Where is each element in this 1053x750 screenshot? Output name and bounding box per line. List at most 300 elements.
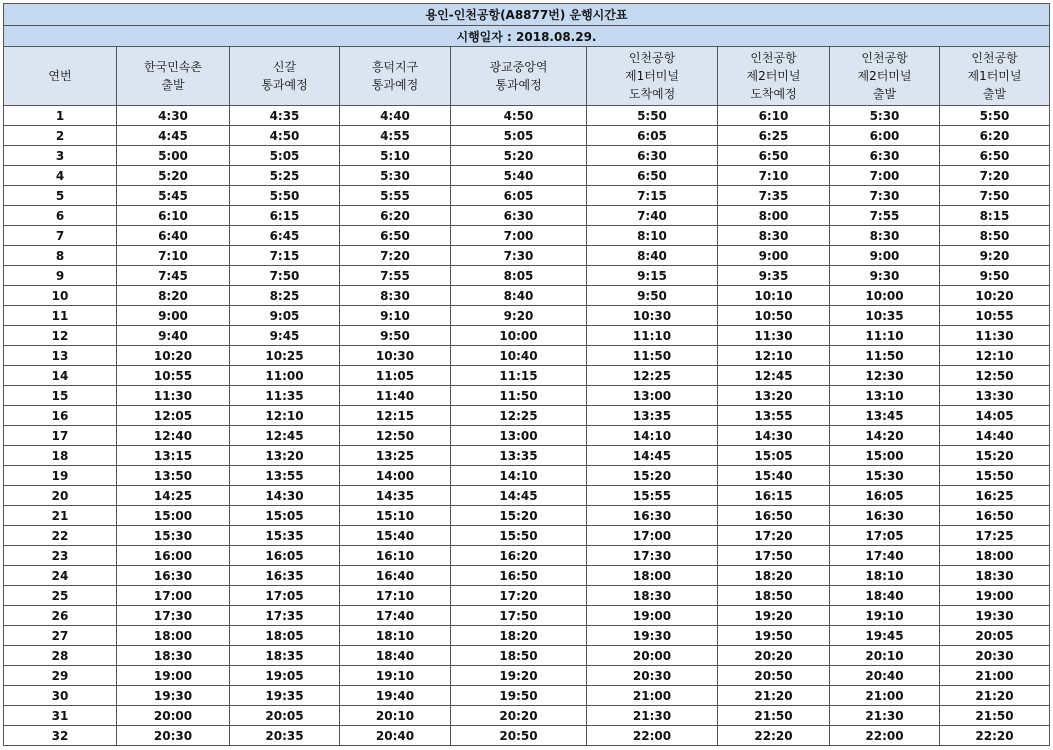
effective-date[interactable]: 시행일자 : 2018.08.29. [4, 26, 1050, 47]
time-cell[interactable]: 10:10 [718, 286, 830, 306]
time-cell[interactable]: 20:35 [230, 726, 340, 746]
time-cell[interactable]: 13:35 [587, 406, 718, 426]
time-cell[interactable]: 14:40 [940, 426, 1050, 446]
row-number-cell[interactable]: 5 [4, 186, 117, 206]
time-cell[interactable]: 4:45 [117, 126, 230, 146]
time-cell[interactable]: 17:40 [340, 606, 451, 626]
time-cell[interactable]: 4:50 [230, 126, 340, 146]
time-cell[interactable]: 7:20 [940, 166, 1050, 186]
time-cell[interactable]: 19:50 [451, 686, 587, 706]
row-number-cell[interactable]: 32 [4, 726, 117, 746]
row-number-cell[interactable]: 4 [4, 166, 117, 186]
time-cell[interactable]: 19:30 [587, 626, 718, 646]
time-cell[interactable]: 14:45 [587, 446, 718, 466]
time-cell[interactable]: 17:20 [451, 586, 587, 606]
time-cell[interactable]: 16:00 [117, 546, 230, 566]
time-cell[interactable]: 6:30 [451, 206, 587, 226]
time-cell[interactable]: 19:00 [587, 606, 718, 626]
time-cell[interactable]: 16:05 [830, 486, 940, 506]
time-cell[interactable]: 19:20 [451, 666, 587, 686]
time-cell[interactable]: 6:10 [718, 106, 830, 126]
time-cell[interactable]: 10:50 [718, 306, 830, 326]
time-cell[interactable]: 20:05 [940, 626, 1050, 646]
time-cell[interactable]: 9:20 [940, 246, 1050, 266]
time-cell[interactable]: 5:45 [117, 186, 230, 206]
time-cell[interactable]: 5:50 [940, 106, 1050, 126]
time-cell[interactable]: 18:30 [940, 566, 1050, 586]
time-cell[interactable]: 16:35 [230, 566, 340, 586]
row-number-cell[interactable]: 23 [4, 546, 117, 566]
header-seq[interactable] [4, 47, 117, 106]
time-cell[interactable]: 6:20 [940, 126, 1050, 146]
row-number-cell[interactable]: 11 [4, 306, 117, 326]
time-cell[interactable]: 16:30 [117, 566, 230, 586]
time-cell[interactable]: 7:50 [940, 186, 1050, 206]
row-number-cell[interactable]: 20 [4, 486, 117, 506]
time-cell[interactable]: 5:50 [230, 186, 340, 206]
time-cell[interactable]: 15:05 [230, 506, 340, 526]
time-cell[interactable]: 17:00 [587, 526, 718, 546]
time-cell[interactable]: 18:10 [830, 566, 940, 586]
time-cell[interactable]: 8:10 [587, 226, 718, 246]
time-cell[interactable]: 11:10 [830, 326, 940, 346]
row-number-cell[interactable]: 19 [4, 466, 117, 486]
time-cell[interactable]: 12:10 [230, 406, 340, 426]
time-cell[interactable]: 18:30 [587, 586, 718, 606]
row-number-cell[interactable]: 7 [4, 226, 117, 246]
time-cell[interactable]: 11:50 [587, 346, 718, 366]
time-cell[interactable]: 17:35 [230, 606, 340, 626]
time-cell[interactable]: 7:30 [830, 186, 940, 206]
time-cell[interactable]: 21:00 [587, 686, 718, 706]
row-number-cell[interactable]: 1 [4, 106, 117, 126]
time-cell[interactable]: 6:30 [830, 146, 940, 166]
time-cell[interactable]: 7:55 [340, 266, 451, 286]
row-number-cell[interactable]: 31 [4, 706, 117, 726]
row-number-cell[interactable]: 3 [4, 146, 117, 166]
time-cell[interactable]: 7:15 [587, 186, 718, 206]
time-cell[interactable]: 15:20 [451, 506, 587, 526]
time-cell[interactable]: 5:00 [117, 146, 230, 166]
time-cell[interactable]: 20:30 [117, 726, 230, 746]
time-cell[interactable]: 18:00 [940, 546, 1050, 566]
time-cell[interactable]: 8:50 [940, 226, 1050, 246]
time-cell[interactable]: 10:40 [451, 346, 587, 366]
time-cell[interactable]: 10:35 [830, 306, 940, 326]
time-cell[interactable]: 17:30 [587, 546, 718, 566]
row-number-cell[interactable]: 2 [4, 126, 117, 146]
time-cell[interactable]: 7:30 [451, 246, 587, 266]
time-cell[interactable]: 19:20 [718, 606, 830, 626]
time-cell[interactable]: 16:50 [940, 506, 1050, 526]
time-cell[interactable]: 6:30 [587, 146, 718, 166]
time-cell[interactable]: 16:40 [340, 566, 451, 586]
row-number-cell[interactable]: 21 [4, 506, 117, 526]
time-cell[interactable]: 8:20 [117, 286, 230, 306]
time-cell[interactable]: 6:50 [718, 146, 830, 166]
time-cell[interactable]: 18:40 [830, 586, 940, 606]
time-cell[interactable]: 15:55 [587, 486, 718, 506]
row-number-cell[interactable]: 10 [4, 286, 117, 306]
header-t1-arrival[interactable] [587, 47, 718, 106]
time-cell[interactable]: 20:10 [830, 646, 940, 666]
time-cell[interactable]: 13:20 [230, 446, 340, 466]
time-cell[interactable]: 7:00 [830, 166, 940, 186]
row-number-cell[interactable]: 18 [4, 446, 117, 466]
time-cell[interactable]: 19:35 [230, 686, 340, 706]
time-cell[interactable]: 7:15 [230, 246, 340, 266]
time-cell[interactable]: 8:40 [587, 246, 718, 266]
time-cell[interactable]: 14:30 [230, 486, 340, 506]
row-number-cell[interactable]: 28 [4, 646, 117, 666]
time-cell[interactable]: 18:35 [230, 646, 340, 666]
time-cell[interactable]: 17:20 [718, 526, 830, 546]
row-number-cell[interactable]: 27 [4, 626, 117, 646]
time-cell[interactable]: 20:40 [830, 666, 940, 686]
time-cell[interactable]: 9:45 [230, 326, 340, 346]
time-cell[interactable]: 22:20 [940, 726, 1050, 746]
time-cell[interactable]: 6:00 [830, 126, 940, 146]
time-cell[interactable]: 7:10 [117, 246, 230, 266]
time-cell[interactable]: 14:05 [940, 406, 1050, 426]
time-cell[interactable]: 7:40 [587, 206, 718, 226]
time-cell[interactable]: 13:45 [830, 406, 940, 426]
time-cell[interactable]: 12:30 [830, 366, 940, 386]
time-cell[interactable]: 21:50 [718, 706, 830, 726]
row-number-cell[interactable]: 25 [4, 586, 117, 606]
time-cell[interactable]: 6:10 [117, 206, 230, 226]
time-cell[interactable]: 15:20 [587, 466, 718, 486]
time-cell[interactable]: 6:50 [940, 146, 1050, 166]
time-cell[interactable]: 8:40 [451, 286, 587, 306]
row-number-cell[interactable]: 29 [4, 666, 117, 686]
time-cell[interactable]: 19:30 [940, 606, 1050, 626]
row-number-cell[interactable]: 16 [4, 406, 117, 426]
time-cell[interactable]: 20:30 [587, 666, 718, 686]
time-cell[interactable]: 4:30 [117, 106, 230, 126]
time-cell[interactable]: 14:10 [587, 426, 718, 446]
time-cell[interactable]: 15:20 [940, 446, 1050, 466]
time-cell[interactable]: 19:10 [340, 666, 451, 686]
time-cell[interactable]: 15:30 [117, 526, 230, 546]
time-cell[interactable]: 19:00 [940, 586, 1050, 606]
time-cell[interactable]: 20:00 [117, 706, 230, 726]
time-cell[interactable]: 17:05 [830, 526, 940, 546]
time-cell[interactable]: 9:50 [340, 326, 451, 346]
time-cell[interactable]: 13:00 [451, 426, 587, 446]
time-cell[interactable]: 22:00 [830, 726, 940, 746]
time-cell[interactable]: 8:30 [718, 226, 830, 246]
header-heungdeok-pass[interactable] [340, 47, 451, 106]
time-cell[interactable]: 12:45 [230, 426, 340, 446]
time-cell[interactable]: 16:30 [587, 506, 718, 526]
time-cell[interactable]: 18:00 [587, 566, 718, 586]
time-cell[interactable]: 9:40 [117, 326, 230, 346]
time-cell[interactable]: 11:40 [340, 386, 451, 406]
time-cell[interactable]: 16:50 [718, 506, 830, 526]
time-cell[interactable]: 6:20 [340, 206, 451, 226]
time-cell[interactable]: 10:55 [117, 366, 230, 386]
time-cell[interactable]: 9:50 [940, 266, 1050, 286]
table-row [4, 346, 1050, 366]
time-cell[interactable]: 19:00 [117, 666, 230, 686]
time-cell[interactable]: 22:20 [718, 726, 830, 746]
time-cell[interactable]: 9:30 [830, 266, 940, 286]
time-cell[interactable]: 6:45 [230, 226, 340, 246]
time-cell[interactable]: 13:35 [451, 446, 587, 466]
time-cell[interactable]: 12:40 [117, 426, 230, 446]
time-cell[interactable]: 13:55 [230, 466, 340, 486]
time-cell[interactable]: 9:35 [718, 266, 830, 286]
time-cell[interactable]: 20:50 [451, 726, 587, 746]
time-cell[interactable]: 11:30 [718, 326, 830, 346]
time-cell[interactable]: 19:40 [340, 686, 451, 706]
time-cell[interactable]: 15:50 [451, 526, 587, 546]
time-cell[interactable]: 19:10 [830, 606, 940, 626]
time-cell[interactable]: 20:30 [940, 646, 1050, 666]
time-cell[interactable]: 17:25 [940, 526, 1050, 546]
time-cell[interactable]: 6:50 [587, 166, 718, 186]
time-cell[interactable]: 8:30 [830, 226, 940, 246]
time-cell[interactable]: 7:35 [718, 186, 830, 206]
time-cell[interactable]: 9:10 [340, 306, 451, 326]
time-cell[interactable]: 7:20 [340, 246, 451, 266]
time-cell[interactable]: 5:40 [451, 166, 587, 186]
time-cell[interactable]: 5:05 [230, 146, 340, 166]
time-cell[interactable]: 5:10 [340, 146, 451, 166]
time-cell[interactable]: 17:00 [117, 586, 230, 606]
time-cell[interactable]: 19:50 [718, 626, 830, 646]
time-cell[interactable]: 13:10 [830, 386, 940, 406]
time-cell[interactable]: 13:55 [718, 406, 830, 426]
time-cell[interactable]: 8:15 [940, 206, 1050, 226]
time-cell[interactable]: 10:25 [230, 346, 340, 366]
row-number-cell[interactable]: 24 [4, 566, 117, 586]
time-cell[interactable]: 18:20 [718, 566, 830, 586]
row-number-cell[interactable]: 15 [4, 386, 117, 406]
time-cell[interactable]: 10:55 [940, 306, 1050, 326]
time-cell[interactable]: 15:40 [718, 466, 830, 486]
time-cell[interactable]: 8:30 [340, 286, 451, 306]
time-cell[interactable]: 15:35 [230, 526, 340, 546]
time-cell[interactable]: 18:00 [117, 626, 230, 646]
time-cell[interactable]: 8:05 [451, 266, 587, 286]
time-cell[interactable]: 15:10 [340, 506, 451, 526]
time-cell[interactable]: 12:50 [940, 366, 1050, 386]
time-cell[interactable]: 7:50 [230, 266, 340, 286]
header-t2-departure[interactable] [830, 47, 940, 106]
time-cell[interactable]: 18:10 [340, 626, 451, 646]
time-cell[interactable]: 15:00 [830, 446, 940, 466]
time-cell[interactable]: 12:25 [587, 366, 718, 386]
time-cell[interactable]: 16:05 [230, 546, 340, 566]
time-cell[interactable]: 20:10 [340, 706, 451, 726]
time-cell[interactable]: 5:30 [830, 106, 940, 126]
time-cell[interactable]: 17:05 [230, 586, 340, 606]
time-cell[interactable]: 11:30 [117, 386, 230, 406]
time-cell[interactable]: 7:00 [451, 226, 587, 246]
time-cell[interactable]: 13:15 [117, 446, 230, 466]
time-cell[interactable]: 9:05 [230, 306, 340, 326]
time-cell[interactable]: 21:30 [587, 706, 718, 726]
time-cell[interactable]: 17:50 [451, 606, 587, 626]
row-number-cell[interactable]: 17 [4, 426, 117, 446]
time-cell[interactable]: 11:50 [451, 386, 587, 406]
time-cell[interactable]: 21:50 [940, 706, 1050, 726]
time-cell[interactable]: 11:50 [830, 346, 940, 366]
row-number-cell[interactable]: 6 [4, 206, 117, 226]
time-cell[interactable]: 18:05 [230, 626, 340, 646]
row-number-cell[interactable]: 14 [4, 366, 117, 386]
time-cell[interactable]: 10:20 [117, 346, 230, 366]
header-folk-village-departure[interactable] [117, 47, 230, 106]
time-cell[interactable]: 6:05 [451, 186, 587, 206]
row-number-cell[interactable]: 26 [4, 606, 117, 626]
time-cell[interactable]: 20:00 [587, 646, 718, 666]
time-cell[interactable]: 11:30 [940, 326, 1050, 346]
time-cell[interactable]: 14:10 [451, 466, 587, 486]
time-cell[interactable]: 21:20 [940, 686, 1050, 706]
time-cell[interactable]: 20:20 [718, 646, 830, 666]
time-cell[interactable]: 16:20 [451, 546, 587, 566]
time-cell[interactable]: 11:35 [230, 386, 340, 406]
time-cell[interactable]: 16:25 [940, 486, 1050, 506]
time-cell[interactable]: 12:05 [117, 406, 230, 426]
row-number-cell[interactable]: 22 [4, 526, 117, 546]
row-number-cell[interactable]: 13 [4, 346, 117, 366]
time-cell[interactable]: 6:05 [587, 126, 718, 146]
time-cell[interactable]: 9:00 [718, 246, 830, 266]
time-cell[interactable]: 18:50 [451, 646, 587, 666]
time-cell[interactable]: 7:10 [718, 166, 830, 186]
time-cell[interactable]: 5:20 [117, 166, 230, 186]
time-cell[interactable]: 11:05 [340, 366, 451, 386]
time-cell[interactable]: 5:20 [451, 146, 587, 166]
row-number-cell[interactable]: 9 [4, 266, 117, 286]
time-cell[interactable]: 20:50 [718, 666, 830, 686]
time-cell[interactable]: 16:50 [451, 566, 587, 586]
time-cell[interactable]: 17:30 [117, 606, 230, 626]
time-cell[interactable]: 8:25 [230, 286, 340, 306]
time-cell[interactable]: 14:35 [340, 486, 451, 506]
time-cell[interactable]: 17:10 [340, 586, 451, 606]
time-cell[interactable]: 5:25 [230, 166, 340, 186]
time-cell[interactable]: 16:30 [830, 506, 940, 526]
time-cell[interactable]: 16:15 [718, 486, 830, 506]
time-cell[interactable]: 7:55 [830, 206, 940, 226]
time-cell[interactable]: 9:50 [587, 286, 718, 306]
time-cell[interactable]: 18:20 [451, 626, 587, 646]
time-cell[interactable]: 11:00 [230, 366, 340, 386]
time-cell[interactable]: 18:40 [340, 646, 451, 666]
time-cell[interactable]: 21:30 [830, 706, 940, 726]
time-cell[interactable]: 7:45 [117, 266, 230, 286]
time-cell[interactable]: 15:30 [830, 466, 940, 486]
time-cell[interactable]: 15:50 [940, 466, 1050, 486]
time-cell[interactable]: 21:00 [940, 666, 1050, 686]
time-cell[interactable]: 11:15 [451, 366, 587, 386]
time-cell[interactable]: 11:10 [587, 326, 718, 346]
time-cell[interactable]: 19:45 [830, 626, 940, 646]
time-cell[interactable]: 8:00 [718, 206, 830, 226]
time-cell[interactable]: 15:00 [117, 506, 230, 526]
time-cell[interactable]: 19:05 [230, 666, 340, 686]
time-cell[interactable]: 12:10 [940, 346, 1050, 366]
time-cell[interactable]: 18:50 [718, 586, 830, 606]
time-cell[interactable]: 6:15 [230, 206, 340, 226]
time-cell[interactable]: 20:40 [340, 726, 451, 746]
header-t1-departure[interactable] [940, 47, 1050, 106]
time-cell[interactable]: 15:40 [340, 526, 451, 546]
time-cell[interactable]: 13:50 [117, 466, 230, 486]
time-cell[interactable]: 19:30 [117, 686, 230, 706]
time-cell[interactable]: 6:40 [117, 226, 230, 246]
time-cell[interactable]: 14:20 [830, 426, 940, 446]
time-cell[interactable]: 12:15 [340, 406, 451, 426]
time-cell[interactable]: 17:40 [830, 546, 940, 566]
time-cell[interactable]: 22:00 [587, 726, 718, 746]
header-singal-pass[interactable] [230, 47, 340, 106]
time-cell[interactable]: 10:30 [587, 306, 718, 326]
time-cell[interactable]: 13:20 [718, 386, 830, 406]
time-cell[interactable]: 9:00 [830, 246, 940, 266]
time-cell[interactable]: 10:00 [830, 286, 940, 306]
header-gwanggyo-pass[interactable] [451, 47, 587, 106]
time-cell[interactable]: 12:45 [718, 366, 830, 386]
time-cell[interactable]: 12:10 [718, 346, 830, 366]
time-cell[interactable]: 6:25 [718, 126, 830, 146]
time-cell[interactable]: 21:20 [718, 686, 830, 706]
row-number-cell[interactable]: 8 [4, 246, 117, 266]
time-cell[interactable]: 21:00 [830, 686, 940, 706]
time-cell[interactable]: 9:15 [587, 266, 718, 286]
time-cell[interactable]: 4:40 [340, 106, 451, 126]
time-cell[interactable]: 20:20 [451, 706, 587, 726]
row-number-cell[interactable]: 12 [4, 326, 117, 346]
header-t2-arrival[interactable] [718, 47, 830, 106]
time-cell[interactable]: 13:00 [587, 386, 718, 406]
time-cell[interactable]: 10:30 [340, 346, 451, 366]
time-cell[interactable]: 12:50 [340, 426, 451, 446]
time-cell[interactable]: 17:50 [718, 546, 830, 566]
time-cell[interactable]: 5:05 [451, 126, 587, 146]
time-cell[interactable]: 6:50 [340, 226, 451, 246]
time-cell[interactable]: 4:50 [451, 106, 587, 126]
time-cell[interactable]: 4:35 [230, 106, 340, 126]
time-cell[interactable]: 14:30 [718, 426, 830, 446]
time-cell[interactable]: 18:30 [117, 646, 230, 666]
time-cell[interactable]: 15:05 [718, 446, 830, 466]
time-cell[interactable]: 5:30 [340, 166, 451, 186]
time-cell[interactable]: 5:55 [340, 186, 451, 206]
time-cell[interactable]: 20:05 [230, 706, 340, 726]
time-cell[interactable]: 10:20 [940, 286, 1050, 306]
time-cell[interactable]: 9:00 [117, 306, 230, 326]
timetable-title[interactable]: 용인-인천공항(A8877번) 운행시간표 [4, 4, 1050, 26]
time-cell[interactable]: 14:25 [117, 486, 230, 506]
row-number-cell[interactable]: 30 [4, 686, 117, 706]
time-cell[interactable]: 14:45 [451, 486, 587, 506]
time-cell[interactable]: 4:55 [340, 126, 451, 146]
time-cell[interactable]: 12:25 [451, 406, 587, 426]
time-cell[interactable]: 10:00 [451, 326, 587, 346]
time-cell[interactable]: 13:25 [340, 446, 451, 466]
time-cell[interactable]: 14:00 [340, 466, 451, 486]
time-cell[interactable]: 13:30 [940, 386, 1050, 406]
time-cell[interactable]: 5:50 [587, 106, 718, 126]
time-cell[interactable]: 9:20 [451, 306, 587, 326]
time-cell[interactable]: 16:10 [340, 546, 451, 566]
